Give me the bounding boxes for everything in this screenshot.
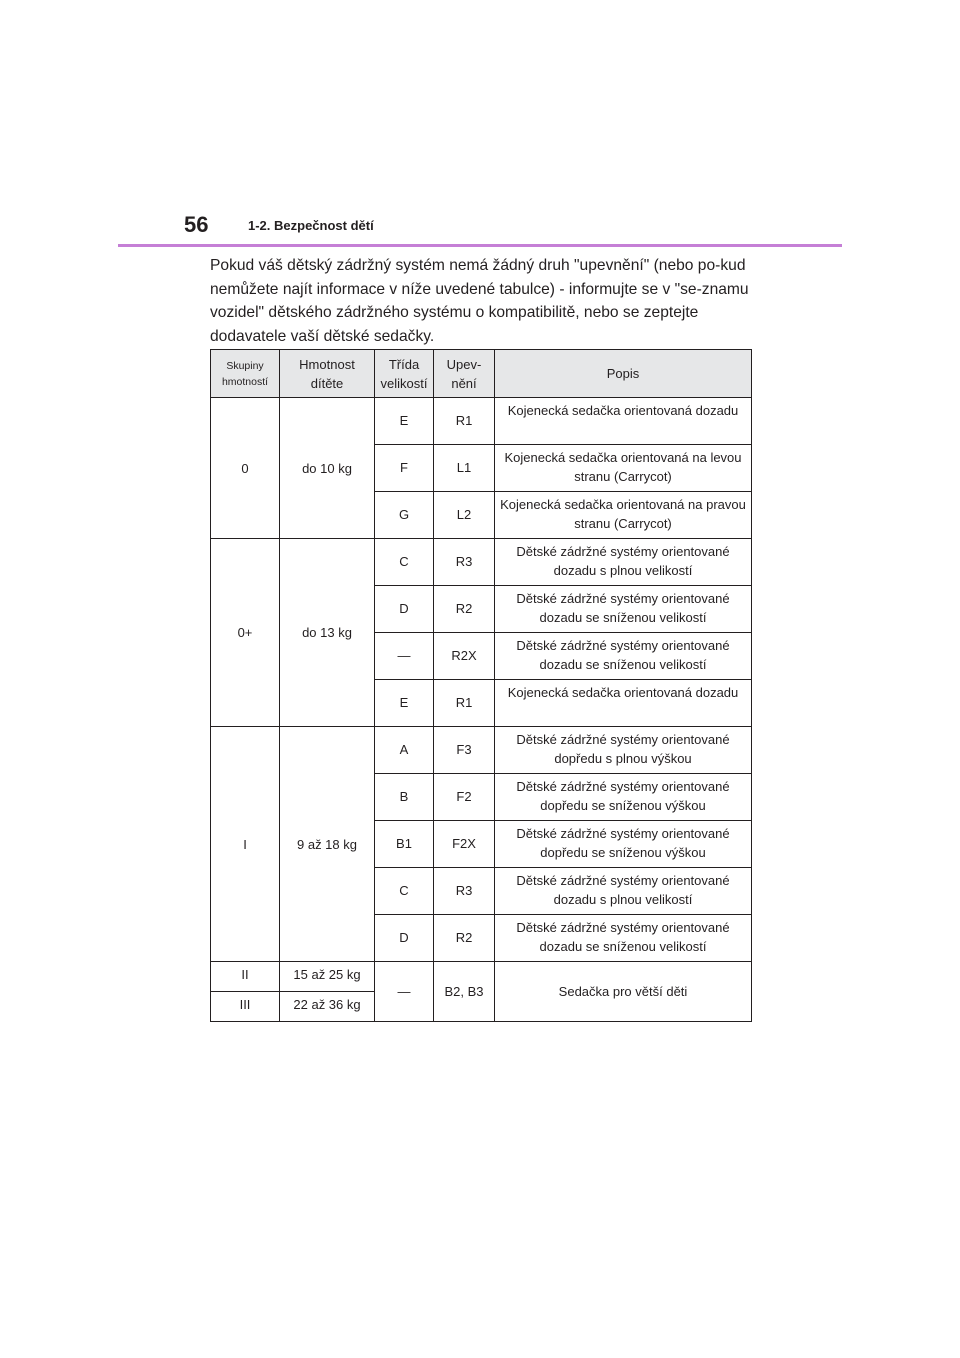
weight-cell: 15 až 25 kg (280, 962, 375, 992)
fixture-cell: R3 (434, 868, 495, 915)
fixture-cell: R1 (434, 398, 495, 445)
group-cell: II (211, 962, 280, 992)
size-class-cell: — (375, 962, 434, 1022)
description-cell: Dětské zádržné systémy orientované dopředu se sníženou výškou (495, 821, 752, 868)
size-class-cell: D (375, 915, 434, 962)
size-class-cell: — (375, 633, 434, 680)
description-cell: Kojenecká sedačka orientovaná dozadu (495, 680, 752, 727)
group-cell: I (211, 727, 280, 962)
fixture-cell: R2 (434, 586, 495, 633)
description-cell: Dětské zádržné systémy orientované dopředu se sníženou výškou (495, 774, 752, 821)
size-class-cell: G (375, 492, 434, 539)
size-class-cell: E (375, 398, 434, 445)
fixture-cell: F3 (434, 727, 495, 774)
description-cell: Dětské zádržné systémy orientované dozadu s plnou velikostí (495, 539, 752, 586)
fixture-cell: L1 (434, 445, 495, 492)
table-row (211, 962, 752, 992)
weight-cell: do 13 kg (280, 539, 375, 727)
col-header-group: Skupiny hmotností (211, 350, 280, 398)
intro-paragraph: Pokud váš dětský zádržný systém nemá žádný druh "upevnění" (nebo po-kud nemůžete najít informace v níže uvedené tabulce) - informujte se v "se-znamu vozidel" dětského zádržného systému o kompatibilitě, nebo se zeptejte dodavatele vaší dětské sedačky. (210, 257, 749, 345)
size-class-cell: F (375, 445, 434, 492)
size-class-cell: B1 (375, 821, 434, 868)
description-cell: Kojenecká sedačka orientovaná na pravou stranu (Carrycot) (495, 492, 752, 539)
size-class-cell: D (375, 586, 434, 633)
size-class-cell: A (375, 727, 434, 774)
table-row (211, 539, 752, 586)
group-cell: 0+ (211, 539, 280, 727)
size-class-cell: E (375, 680, 434, 727)
size-class-cell: B (375, 774, 434, 821)
description-cell: Dětské zádržné systémy orientované dozadu se sníženou velikostí (495, 915, 752, 962)
table-row (211, 727, 752, 774)
size-class-cell: C (375, 539, 434, 586)
description-cell: Dětské zádržné systémy orientované dozadu s plnou velikostí (495, 868, 752, 915)
weight-cell: 9 až 18 kg (280, 727, 375, 962)
col-header-fixture: Upev-nění (434, 350, 495, 398)
description-cell: Sedačka pro větší děti (495, 962, 752, 1022)
header-rule (118, 244, 842, 247)
size-class-cell: C (375, 868, 434, 915)
description-cell: Dětské zádržné systémy orientované dozadu se sníženou velikostí (495, 633, 752, 680)
fixture-cell: L2 (434, 492, 495, 539)
fixture-cell: R1 (434, 680, 495, 727)
group-cell: III (211, 992, 280, 1022)
weight-cell: 22 až 36 kg (280, 992, 375, 1022)
fixture-cell: B2, B3 (434, 962, 495, 1022)
weight-cell: do 10 kg (280, 398, 375, 539)
col-header-weight: Hmotnost dítěte (280, 350, 375, 398)
fixture-cell: F2 (434, 774, 495, 821)
col-header-size-class: Třída velikostí (375, 350, 434, 398)
description-cell: Dětské zádržné systémy orientované dozadu se sníženou velikostí (495, 586, 752, 633)
compatibility-table (210, 349, 752, 1022)
description-cell: Kojenecká sedačka orientovaná na levou stranu (Carrycot) (495, 445, 752, 492)
description-cell: Kojenecká sedačka orientovaná dozadu (495, 398, 752, 445)
group-cell: 0 (211, 398, 280, 539)
fixture-cell: F2X (434, 821, 495, 868)
col-header-description: Popis (495, 350, 752, 398)
page-number: 56 (184, 212, 209, 237)
section-title: 1-2. Bezpečnost dětí (248, 218, 374, 233)
fixture-cell: R3 (434, 539, 495, 586)
fixture-cell: R2 (434, 915, 495, 962)
table-row (211, 398, 752, 445)
description-cell: Dětské zádržné systémy orientované dopředu s plnou výškou (495, 727, 752, 774)
fixture-cell: R2X (434, 633, 495, 680)
table-header-row (211, 350, 752, 398)
